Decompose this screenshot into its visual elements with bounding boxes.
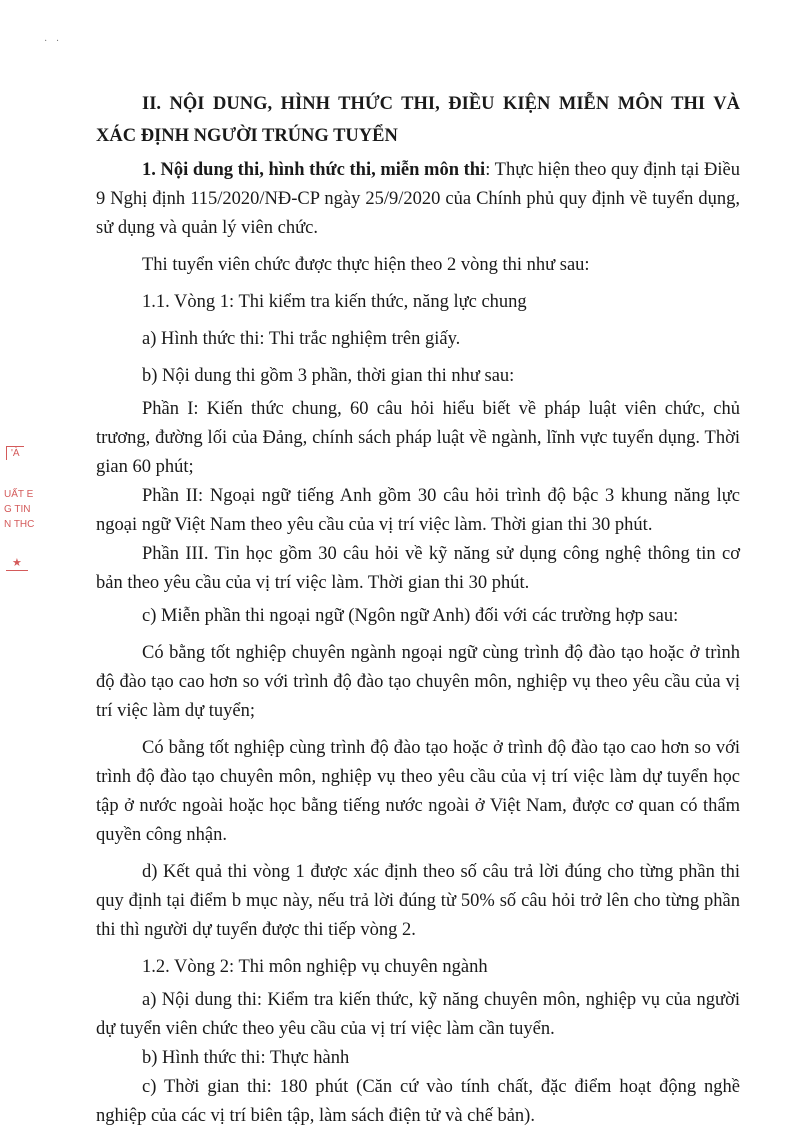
- paragraph-round-2-content: a) Nội dung thi: Kiểm tra kiến thức, kỹ năng chuyên môn, nghiệp vụ của người dự tuyển viên chức theo yêu cầu của vị trí việc làm cần tuyển.: [96, 990, 740, 1039]
- section-heading: II. NỘI DUNG, HÌNH THỨC THI, ĐIỀU KIỆN MIỄN MÔN THI VÀ XÁC ĐỊNH NGƯỜI TRÚNG TUYỂN: [96, 94, 740, 146]
- red-stamp-fragment: [0, 440, 42, 580]
- paragraph-exemption-case-1: Có bằng tốt nghiệp chuyên ngành ngoại ngữ cùng trình độ đào tạo hoặc ở trình độ đào tạo cao hơn so với trình độ đào tạo chuyên môn, nghiệp vụ theo yêu cầu của vị trí việc làm dự tuyển;: [96, 643, 740, 721]
- paragraph-round-1-form: a) Hình thức thi: Thi trắc nghiệm trên giấy.: [142, 329, 461, 349]
- paragraph-text: : Thực hiện theo quy định tại Điều 9 Nghị định 115/2020/NĐ-CP ngày 25/9/2020 của Chính phủ quy định về tuyển dụng, sử dụng và quản lý viên chức.: [96, 160, 741, 238]
- paragraph-part-1: Phần I: Kiến thức chung, 60 câu hỏi hiểu biết về pháp luật viên chức, chủ trương, đường lối của Đảng, chính sách pháp luật về ngành, lĩnh vực tuyển dụng. Thời gian 60 phút;: [96, 399, 740, 477]
- paragraph-part-3: Phần III. Tin học gồm 30 câu hỏi về kỹ năng sử dụng công nghệ thông tin cơ bản theo yêu cầu của vị trí việc làm. Thời gian thi 30 phút.: [96, 544, 740, 593]
- paragraph-exemption-case-2: Có bằng tốt nghiệp cùng trình độ đào tạo hoặc ở trình độ đào tạo cao hơn so với trình độ đào tạo chuyên môn, nghiệp vụ theo yêu cầu của vị trí việc làm dự tuyển học tập ở nước ngoài hoặc học bằng tiếng nước ngoài ở Việt Nam, được cơ quan có thẩm quyền công nhận.: [96, 738, 740, 845]
- paragraph-round-2: 1.2. Vòng 2: Thi môn nghiệp vụ chuyên ngành: [142, 957, 488, 977]
- paragraph-round-1: 1.1. Vòng 1: Thi kiểm tra kiến thức, năng lực chung: [142, 292, 527, 312]
- paragraph-two-rounds: Thi tuyển viên chức được thực hiện theo 2 vòng thi như sau:: [142, 255, 590, 275]
- paragraph-content-form-exemption: [96, 156, 740, 243]
- stamp-text-4: N THC: [4, 519, 35, 530]
- stamp-text-3: G TIN: [4, 504, 31, 515]
- document-body: [96, 88, 740, 1131]
- subheading-content-form: 1. Nội dung thi, hình thức thi, miễn môn thi: [142, 160, 486, 180]
- paragraph-round-2-time: c) Thời gian thi: 180 phút (Căn cứ vào tính chất, đặc điểm hoạt động nghề nghiệp của các vị trí biên tập, làm sách điện tử và chế bản).: [96, 1077, 740, 1126]
- paragraph-round-1-result: d) Kết quả thi vòng 1 được xác định theo số câu trả lời đúng cho từng phần thi quy định tại điểm b mục này, nếu trả lời đúng từ 50% số câu hỏi trở lên cho từng phần thi thì người dự tuyển được thi tiếp vòng 2.: [96, 862, 740, 940]
- paragraph-round-2-form: b) Hình thức thi: Thực hành: [142, 1048, 350, 1068]
- stamp-star-icon: ★: [6, 556, 28, 571]
- paragraph-language-exemption: c) Miễn phần thi ngoại ngữ (Ngôn ngữ Anh) đối với các trường hợp sau:: [142, 606, 679, 626]
- margin-mark: · ·: [44, 36, 63, 47]
- paragraph-round-1-content: b) Nội dung thi gồm 3 phần, thời gian thi như sau:: [142, 366, 515, 386]
- stamp-text-2: UẤT E: [4, 489, 34, 500]
- paragraph-part-2: Phần II: Ngoại ngữ tiếng Anh gồm 30 câu hỏi trình độ bậc 3 khung năng lực ngoại ngữ Việt Nam theo yêu cầu của vị trí việc làm. Thời gian thi 30 phút.: [96, 486, 740, 535]
- stamp-text-1: 'À: [6, 446, 24, 460]
